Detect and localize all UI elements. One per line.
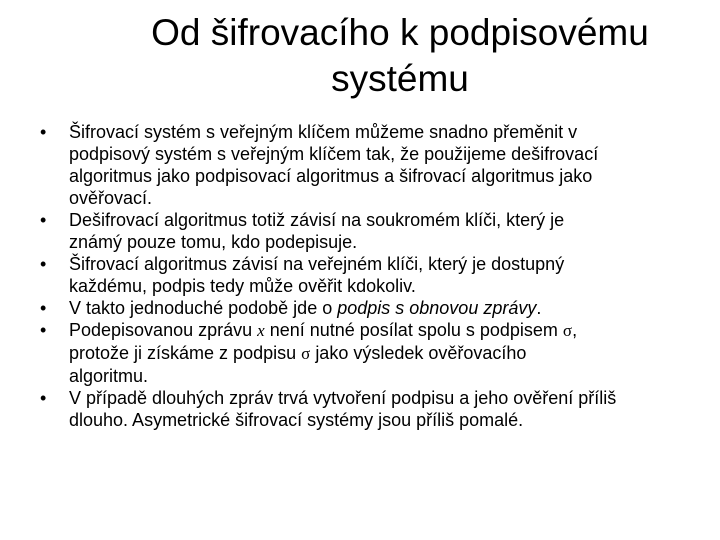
bullet-point-icon: • xyxy=(40,320,47,340)
bullet-point-icon: • xyxy=(40,122,47,142)
bullet-text-line xyxy=(69,319,690,342)
bullet-list xyxy=(40,121,690,431)
slide-title-line: Od šifrovacího k podpisovému xyxy=(151,12,649,53)
bullet-text-line: ověřovací. xyxy=(69,188,153,208)
emphasized-term: podpis s obnovou zprávy xyxy=(337,298,537,318)
bullet-item xyxy=(40,319,690,387)
bullet-point-icon: • xyxy=(40,254,47,274)
bullet-text: protože ji získáme z podpisu xyxy=(69,343,302,363)
slide-title-line: systému xyxy=(331,58,469,99)
bullet-item xyxy=(40,253,690,297)
bullet-point-icon: • xyxy=(40,388,47,408)
bullet-text-line: každému, podpis tedy může ověřit kdokoliv. xyxy=(69,276,416,296)
bullet-text-line: Dešifrovací algoritmus totiž závisí na soukromém klíči, který je xyxy=(69,210,565,230)
bullet-text: Podepisovanou zprávu xyxy=(69,320,258,340)
bullet-text-line: podpisový systém s veřejným klíčem tak, že použijeme dešifrovací xyxy=(69,144,599,164)
bullet-text-line: známý pouze tomu, kdo podepisuje. xyxy=(69,232,358,252)
bullet-text-line: Šifrovací systém s veřejným klíčem můžeme snadno přeměnit v xyxy=(69,122,578,142)
message-symbol: x xyxy=(257,321,265,340)
bullet-text: není nutné posílat spolu s podpisem xyxy=(269,320,563,340)
bullet-text: . xyxy=(536,298,542,318)
bullet-text: , xyxy=(572,320,578,340)
bullet-text-line: V případě dlouhých zpráv trvá vytvoření podpisu a jeho ověření příliš xyxy=(69,388,617,408)
bullet-item xyxy=(40,121,690,209)
bullet-item xyxy=(40,209,690,253)
bullet-point-icon: • xyxy=(40,298,47,318)
bullet-item xyxy=(40,387,690,431)
bullet-text-line: algoritmu. xyxy=(69,366,149,386)
bullet-text: jako výsledek ověřovacího xyxy=(315,343,527,363)
bullet-text-line: algoritmus jako podpisovací algoritmus a šifrovací algoritmus jako xyxy=(69,166,593,186)
bullet-text-line: Šifrovací algoritmus závisí na veřejném klíči, který je dostupný xyxy=(69,254,565,274)
slide-title xyxy=(40,10,720,102)
bullet-item xyxy=(40,297,690,319)
bullet-text: V takto jednoduché podobě jde o xyxy=(69,298,338,318)
bullet-text-line xyxy=(69,342,690,365)
signature-symbol: σ xyxy=(301,344,311,363)
bullet-point-icon: • xyxy=(40,210,47,230)
signature-symbol: σ xyxy=(562,321,573,340)
bullet-text-line: dlouho. Asymetrické šifrovací systémy jsou příliš pomalé. xyxy=(69,410,524,430)
bullet-text-line xyxy=(69,297,690,319)
